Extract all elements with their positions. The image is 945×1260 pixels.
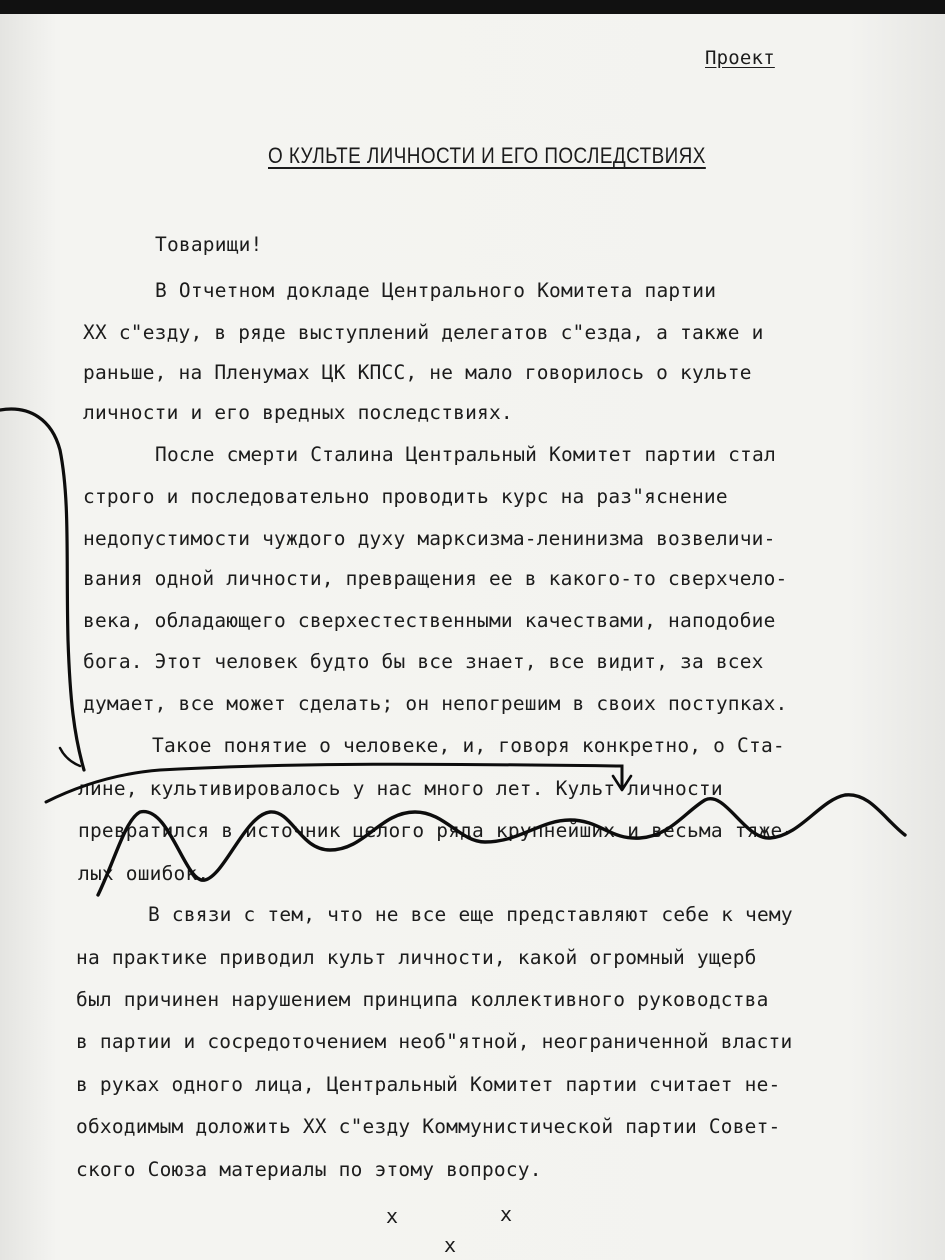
p2-line-3: недопустимости чуждого духу марксизма-ленинизма возвеличи- <box>83 527 776 550</box>
p3-line-2: лине, культивировалось у нас много лет. Культ личности <box>78 777 723 800</box>
p2-line-7: думает, все может сделать; он непогрешим в своих поступках. <box>83 692 788 715</box>
margin-bracket-stroke <box>0 409 84 770</box>
p2-line-2: строго и последовательно проводить курс на раз"яснение <box>83 485 728 508</box>
separator-mark-3: x <box>444 1233 457 1257</box>
p1-line-1: В Отчетном докладе Центрального Комитета партии <box>155 279 717 302</box>
p1-line-4: личности и его вредных последствиях. <box>83 401 513 424</box>
p2-line-1: После смерти Сталина Центральный Комитет партии стал <box>155 443 776 466</box>
strike-arrow-line <box>46 764 622 802</box>
p2-line-5: века, обладающего сверхестественными качествами, наподобие <box>83 609 776 632</box>
p4-line-1: В связи с тем, что не все еще представляют себе к чему <box>148 903 793 926</box>
p2-line-6: бога. Этот человек будто бы все знает, все видит, за всех <box>83 650 764 673</box>
p3-line-4: лых ошибок. <box>78 862 210 885</box>
p4-line-2: на практике приводил культ личности, какой огромный ущерб <box>76 946 757 969</box>
document-title: О КУЛЬТЕ ЛИЧНОСТИ И ЕГО ПОСЛЕДСТВИЯХ <box>268 143 706 168</box>
draft-stamp: Проект <box>705 47 775 69</box>
p3-line-1: Такое понятие о человеке, и, говоря конкретно, о Ста- <box>152 734 785 757</box>
p2-line-4: вания одной личности, превращения ее в какого-то сверхчело- <box>83 567 788 590</box>
strikeout-scribble <box>98 795 905 895</box>
p4-line-6: обходимым доложить XX с"езду Коммунистической партии Совет- <box>76 1115 781 1138</box>
p4-line-7: ского Союза материалы по этому вопросу. <box>76 1158 542 1181</box>
greeting: Товарищи! <box>155 233 263 256</box>
separator-mark-2: x <box>500 1202 513 1226</box>
p1-line-3: раньше, на Пленумах ЦК КПСС, не мало говорилось о культе <box>83 361 752 384</box>
p4-line-5: в руках одного лица, Центральный Комитет партии считает не- <box>76 1073 781 1096</box>
p4-line-3: был причинен нарушением принципа коллективного руководства <box>76 988 769 1011</box>
p1-line-2: XX с"езду, в ряде выступлений делегатов с"езда, а также и <box>83 321 764 344</box>
margin-tick-stroke <box>60 748 80 766</box>
p3-line-3: превратился в источник целого ряда крупнейших и весьма тяже- <box>78 819 795 842</box>
separator-mark-1: x <box>386 1204 399 1228</box>
p4-line-4: в партии и сосредоточением необ"ятной, неограниченной власти <box>76 1030 793 1053</box>
